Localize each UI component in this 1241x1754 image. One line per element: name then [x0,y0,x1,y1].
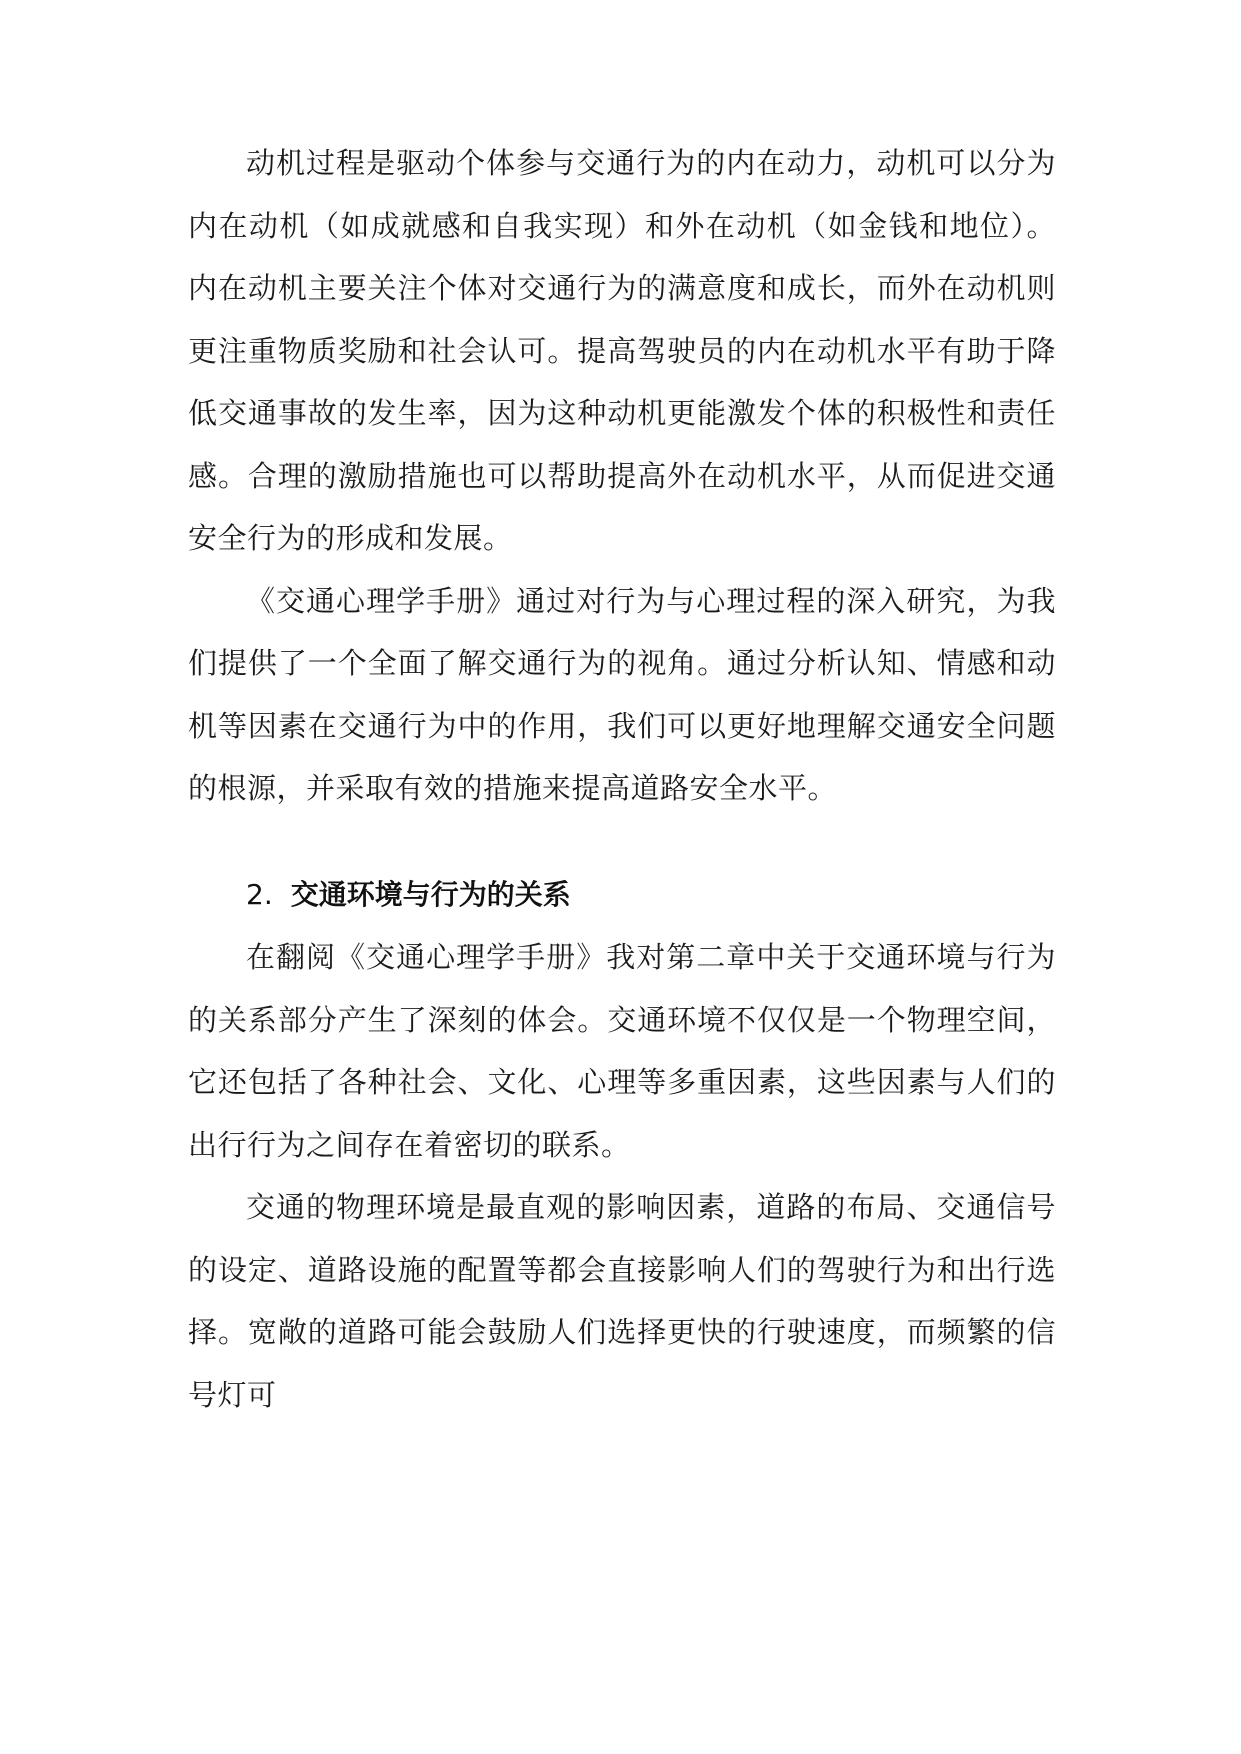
section-heading [188,820,1056,927]
paragraph-motivation: 动机过程是驱动个体参与交通行为的内在动力，动机可以分为内在动机（如成就感和自我实现）和外在动机（如金钱和地位）。内在动机主要关注个体对交通行为的满意度和成长，而外在动机则更注重物质奖励和社会认可。提高驾驶员的内在动机水平有助于降低交通事故的发生率，因为这种动机更能激发个体的积极性和责任感。合理的激励措施也可以帮助提高外在动机水平，从而促进交通安全行为的形成和发展。 [188,146,1056,555]
paragraph-environment-intro: 在翻阅《交通心理学手册》我对第二章中关于交通环境与行为的关系部分产生了深刻的体会。交通环境不仅仅是一个物理空间，它还包括了各种社会、文化、心理等多重因素，这些因素与人们的出行行为之间存在着密切的联系。 [188,940,1056,1162]
paragraph-handbook-summary: 《交通心理学手册》通过对行为与心理过程的深入研究，为我们提供了一个全面了解交通行为的视角。通过分析认知、情感和动机等因素在交通行为中的作用，我们可以更好地理解交通安全问题的根源，并采取有效的措施来提高道路安全水平。 [188,583,1056,805]
section-number: 2. [246,877,273,911]
section-title: 交通环境与行为的关系 [290,877,571,911]
paragraph-physical-environment: 交通的物理环境是最直观的影响因素，道路的布局、交通信号的设定、道路设施的配置等都会直接影响人们的驾驶行为和出行选择。宽敞的道路可能会鼓励人们选择更快的行驶速度，而频繁的信号灯可 [188,1190,1056,1412]
document-body [188,132,1056,1426]
